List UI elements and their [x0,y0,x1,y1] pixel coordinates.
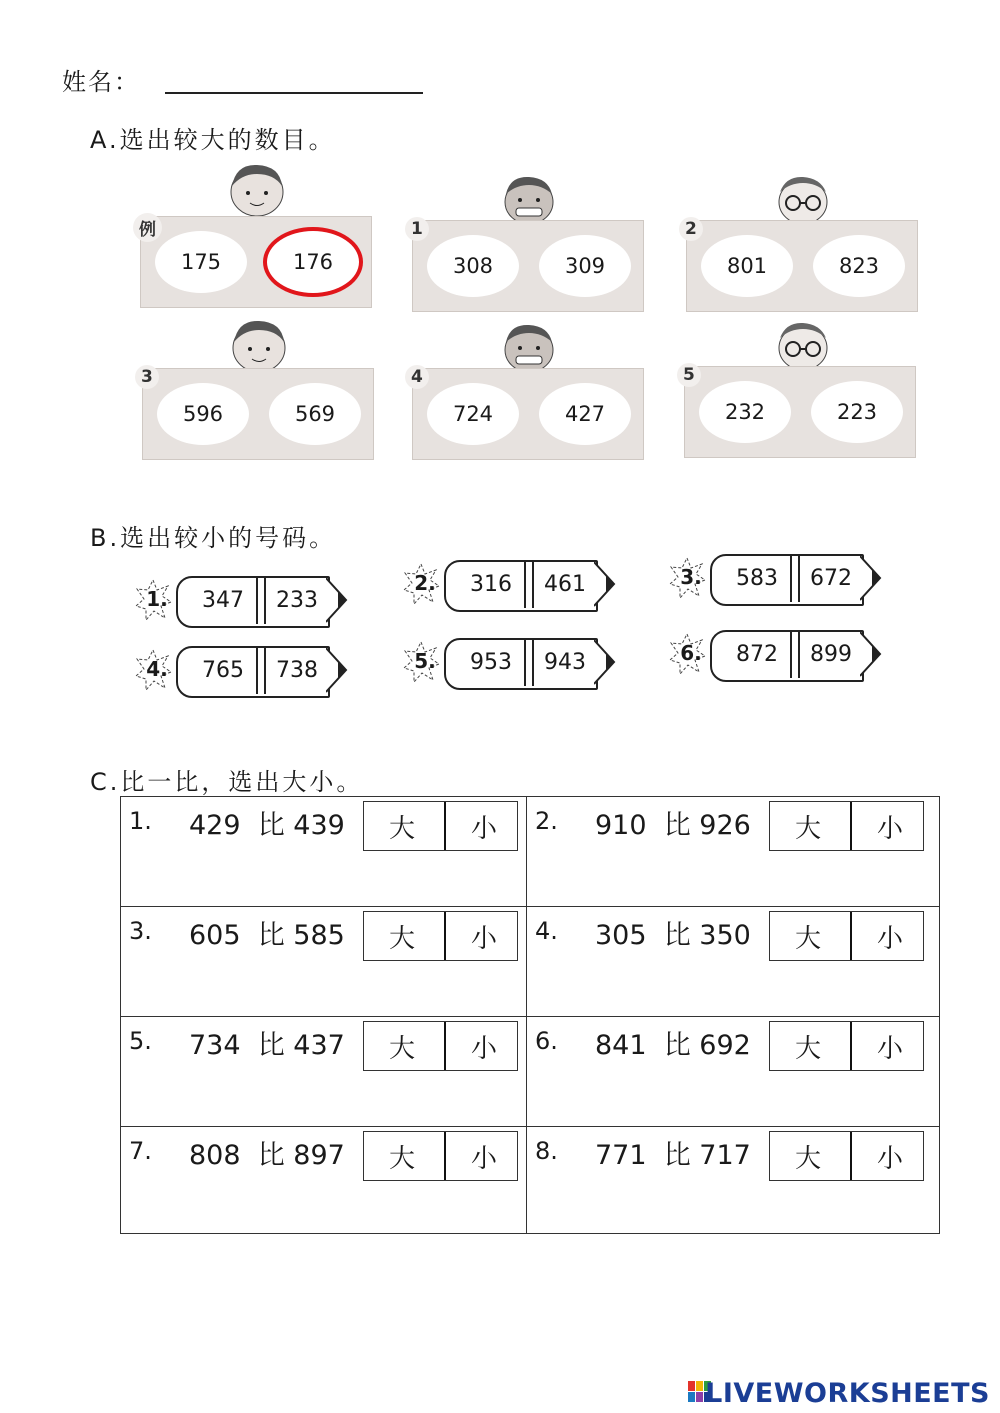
pencil-item-2 [406,556,602,614]
number-option[interactable]: 309 [539,235,631,297]
small-option[interactable]: 小 [850,912,928,960]
compare-question: 771 比 717 [595,1140,751,1171]
small-option[interactable]: 小 [850,802,928,850]
big-option[interactable]: 大 [388,813,415,844]
compare-cell-8 [526,1127,932,1233]
pencil-item-4 [138,642,334,700]
table-row [121,1017,939,1127]
compare-cell-7 [121,1127,526,1233]
big-option[interactable]: 大 [388,1143,415,1174]
pencil-number: 4. [146,657,168,681]
item-number: 2. [535,807,558,835]
card-tag: 2 [679,217,703,241]
pencil-tip-icon [860,554,884,602]
item-number: 7. [129,1137,152,1165]
pencil-tip-icon [594,638,618,686]
small-option[interactable]: 小 [444,802,522,850]
big-option[interactable]: 大 [388,1033,415,1064]
answer-choice [769,911,924,961]
pencil-number: 1. [146,587,168,611]
number-option-selected[interactable]: 176 [267,231,359,293]
item-number: 1. [129,807,152,835]
number-option[interactable]: 738 [276,657,318,683]
compare-card-3 [142,368,374,460]
card-tag: 例 [133,213,162,242]
item-number: 5. [129,1027,152,1055]
table-row [121,1127,939,1233]
number-option[interactable]: 232 [699,381,791,443]
pencil-item-5 [406,634,602,692]
compare-cell-4 [526,907,932,1016]
compare-card-2 [686,220,918,312]
item-number: 6. [535,1027,558,1055]
number-option[interactable]: 233 [276,587,318,613]
number-option[interactable]: 801 [701,235,793,297]
big-option[interactable]: 大 [794,1033,821,1064]
number-option[interactable]: 316 [470,571,512,597]
table-row [121,797,939,907]
small-option[interactable]: 小 [444,1132,522,1180]
compare-question: 429 比 439 [189,810,345,841]
answer-choice [769,801,924,851]
pencil-item-6 [672,626,868,684]
pencil-number: 6. [680,641,702,665]
compare-card-example [140,216,372,308]
compare-question: 808 比 897 [189,1140,345,1171]
number-option[interactable]: 823 [813,235,905,297]
compare-cell-1 [121,797,526,906]
name-input-line[interactable] [165,92,423,94]
answer-choice [363,1021,518,1071]
answer-choice [769,1131,924,1181]
number-option[interactable]: 943 [544,649,586,675]
small-option[interactable]: 小 [444,912,522,960]
item-number: 3. [129,917,152,945]
compare-question: 734 比 437 [189,1030,345,1061]
section-a-heading: A.选出较大的数目。 [90,126,336,154]
compare-question: 305 比 350 [595,920,751,951]
number-option[interactable]: 724 [427,383,519,445]
small-option[interactable]: 小 [850,1132,928,1180]
boy-face-icon [224,160,290,218]
answer-choice [769,1021,924,1071]
pencil-tip-icon [326,576,350,624]
answer-choice [363,911,518,961]
answer-choice [363,801,518,851]
section-b-heading: B.选出较小的号码。 [90,524,337,552]
small-option[interactable]: 小 [850,1022,928,1070]
compare-question: 605 比 585 [189,920,345,951]
big-option[interactable]: 大 [388,923,415,954]
small-option[interactable]: 小 [444,1022,522,1070]
compare-cell-2 [526,797,932,906]
pencil-tip-icon [594,560,618,608]
item-number: 4. [535,917,558,945]
number-option[interactable]: 953 [470,649,512,675]
compare-card-5 [684,366,916,458]
number-option[interactable]: 596 [157,383,249,445]
number-option[interactable]: 569 [269,383,361,445]
number-option[interactable]: 899 [810,641,852,667]
compare-table [120,796,940,1234]
section-c-heading: C.比一比，选出大小。 [90,768,364,796]
big-option[interactable]: 大 [794,813,821,844]
pencil-number: 2. [414,571,436,595]
big-option[interactable]: 大 [794,923,821,954]
number-option[interactable]: 427 [539,383,631,445]
pencil-item-3 [672,550,868,608]
number-option[interactable]: 223 [811,381,903,443]
pencil-item-1 [138,572,334,630]
compare-cell-3 [121,907,526,1016]
brand-wordmark: LIVEWORKSHEETS [705,1378,990,1409]
number-option[interactable]: 765 [202,657,244,683]
card-tag: 3 [135,365,159,389]
number-option[interactable]: 672 [810,565,852,591]
number-option[interactable]: 347 [202,587,244,613]
compare-question: 841 比 692 [595,1030,751,1061]
number-option[interactable]: 872 [736,641,778,667]
number-option[interactable]: 175 [155,231,247,293]
card-tag: 1 [405,217,429,241]
pencil-number: 3. [680,565,702,589]
pencil-number: 5. [414,649,436,673]
compare-question: 910 比 926 [595,810,751,841]
card-tag: 4 [405,365,429,389]
compare-card-1 [412,220,644,312]
number-option[interactable]: 461 [544,571,586,597]
card-tag: 5 [677,363,701,387]
answer-choice [363,1131,518,1181]
compare-cell-5 [121,1017,526,1126]
name-label: 姓名： [62,68,140,96]
item-number: 8. [535,1137,558,1165]
boy-face-icon [226,316,292,374]
number-option[interactable]: 308 [427,235,519,297]
number-option[interactable]: 583 [736,565,778,591]
compare-cell-6 [526,1017,932,1126]
pencil-tip-icon [326,646,350,694]
pencil-tip-icon [860,630,884,678]
big-option[interactable]: 大 [794,1143,821,1174]
compare-card-4 [412,368,644,460]
table-row [121,907,939,1017]
